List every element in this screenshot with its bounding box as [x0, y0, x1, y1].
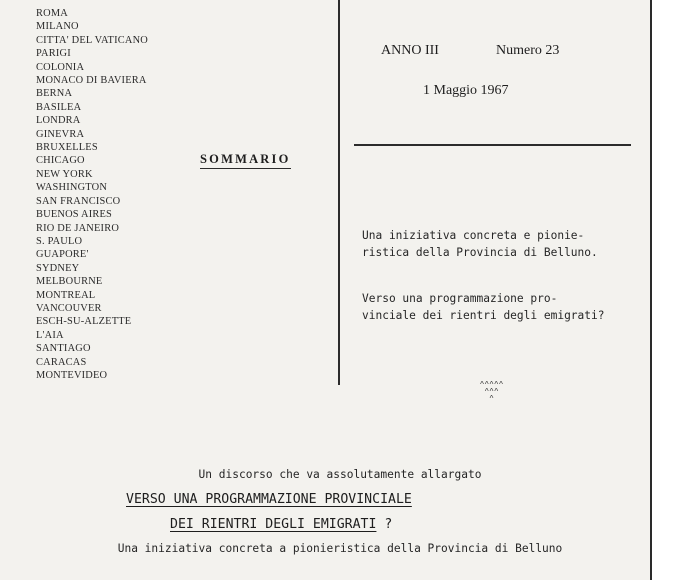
city-item: CITTA' DEL VATICANO	[36, 34, 149, 46]
scan-margin	[652, 0, 680, 580]
city-list	[36, 7, 148, 382]
city-item: MONTREAL	[36, 289, 96, 301]
article-subheadline: Una iniziativa concreta a pionieristica della Provincia di Belluno	[117, 542, 563, 555]
contents-item[interactable]	[362, 228, 647, 261]
article-headline-question-mark: ?	[376, 517, 393, 532]
city-item: LONDRA	[36, 115, 81, 127]
article-headline-line2	[170, 517, 392, 532]
issue-year: ANNO III	[381, 43, 439, 58]
contents-item-line: Una iniziativa concreta e pionie-	[362, 229, 585, 242]
city-item: SANTIAGO	[36, 343, 91, 355]
city-item: VANCOUVER	[36, 302, 102, 314]
city-item: ROMA	[36, 8, 68, 19]
city-item: L'AIA	[36, 329, 64, 341]
city-item: BRUXELLES	[36, 142, 98, 154]
city-item: SAN FRANCISCO	[36, 195, 121, 207]
table-of-contents	[362, 228, 647, 354]
city-item: GINEVRA	[36, 128, 85, 140]
contents-item[interactable]	[362, 291, 647, 324]
city-item: RIO DE JANEIRO	[36, 222, 120, 234]
city-item: GUAPORE'	[36, 249, 89, 261]
city-item: MILANO	[36, 21, 79, 33]
city-item: ESCH-SU-ALZETTE	[36, 316, 132, 328]
city-item: PARIGI	[36, 48, 71, 60]
article-lead: Un discorso che va assolutamente allargato	[198, 468, 482, 481]
city-item: WASHINGTON	[36, 182, 108, 194]
issue-number: Numero 23	[496, 43, 560, 58]
city-item: BASILEA	[36, 101, 82, 113]
city-item: NEW YORK	[36, 168, 93, 180]
vertical-divider	[338, 0, 340, 385]
city-item: MONTEVIDEO	[36, 369, 108, 381]
horizontal-divider	[354, 144, 631, 146]
city-item: MELBOURNE	[36, 276, 103, 288]
ornament-row: ^^^^^	[480, 380, 504, 389]
city-item: SYDNEY	[36, 262, 80, 274]
city-item: CHICAGO	[36, 155, 85, 167]
sommario-heading: SOMMARIO	[200, 152, 291, 169]
caret-ornament-icon	[470, 381, 514, 402]
contents-item-line: vinciale dei rientri degli emigrati?	[362, 308, 605, 322]
article-headline-line1: VERSO UNA PROGRAMMAZIONE PROVINCIALE	[126, 492, 412, 507]
city-item: MONACO DI BAVIERA	[36, 75, 147, 87]
city-item: BERNA	[36, 88, 73, 100]
city-item: CARACAS	[36, 356, 87, 368]
contents-item-line: Verso una programmazione pro-	[362, 292, 558, 305]
article-headline-text: DEI RIENTRI DEGLI EMIGRATI	[170, 517, 377, 532]
issue-date: 1 Maggio 1967	[423, 83, 509, 98]
ornament-row: ^	[489, 394, 495, 403]
contents-item-line: ristica della Provincia di Belluno.	[362, 245, 598, 259]
city-item: BUENOS AIRES	[36, 209, 113, 221]
city-item: S. PAULO	[36, 235, 83, 247]
city-item: COLONIA	[36, 61, 85, 73]
ornament-row: ^^^	[484, 387, 500, 396]
